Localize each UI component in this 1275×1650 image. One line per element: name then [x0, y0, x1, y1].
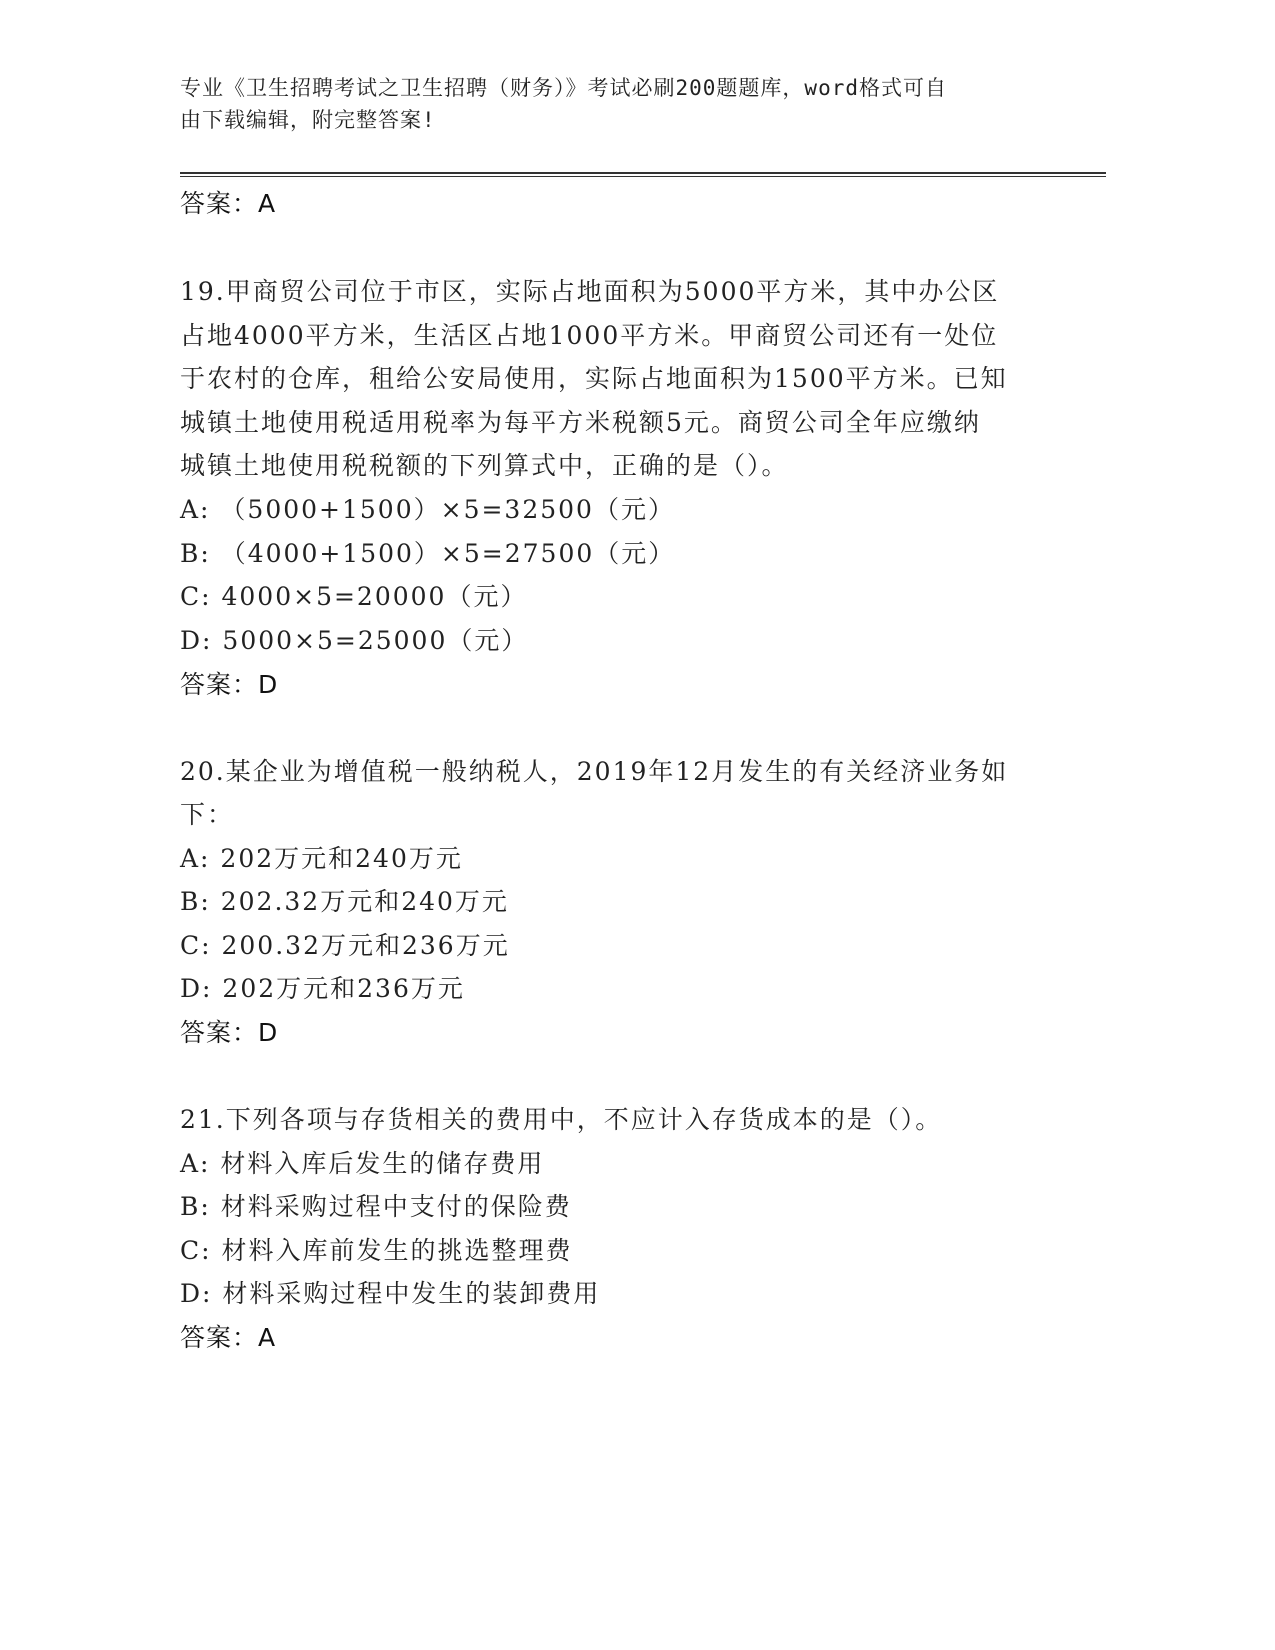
q20-option-d: D: 202万元和236万元 — [180, 974, 465, 1003]
q21-option-d: D: 材料采购过程中发生的装卸费用 — [180, 1279, 601, 1308]
q19-stem-line: 19.甲商贸公司位于市区，实际占地面积为5000平方米，其中办公区 — [180, 277, 1000, 306]
q19-option-d: D: 5000×5=25000（元） — [180, 626, 529, 655]
q19-option-a: A: （5000+1500）×5=32500（元） — [180, 495, 675, 524]
q20-option-b: B: 202.32万元和240万元 — [180, 887, 509, 916]
previous-answer: 答案：A — [180, 189, 277, 218]
q19-stem-line: 城镇土地使用税适用税率为每平方米税额5元。商贸公司全年应缴纳 — [180, 408, 981, 437]
q21-option-b: B: 材料采购过程中支付的保险费 — [180, 1192, 572, 1221]
q19-stem-line: 城镇土地使用税税额的下列算式中，正确的是（）。 — [180, 451, 789, 480]
q21-stem-line: 21.下列各项与存货相关的费用中，不应计入存货成本的是（）。 — [180, 1105, 943, 1134]
q19-option-c: C: 4000×5=20000（元） — [180, 582, 528, 611]
page-header — [180, 72, 1040, 136]
q19-answer: 答案：D — [180, 670, 279, 699]
q19-stem-line: 占地4000平方米，生活区占地1000平方米。甲商贸公司还有一处位 — [180, 321, 999, 350]
header-line-1: 专业《卫生招聘考试之卫生招聘（财务）》考试必刷200题题库，word格式可自 — [180, 76, 947, 100]
header-divider — [180, 172, 1106, 177]
q20-option-a: A: 202万元和240万元 — [180, 844, 463, 873]
q21-answer: 答案：A — [180, 1323, 277, 1352]
q19-option-b: B: （4000+1500）×5=27500（元） — [180, 539, 676, 568]
header-line-2: 由下载编辑，附完整答案! — [180, 108, 436, 132]
q20-stem-line: 20.某企业为增值税一般纳税人，2019年12月发生的有关经济业务如 — [180, 757, 1009, 786]
q19-stem-line: 于农村的仓库，租给公安局使用，实际占地面积为1500平方米。已知 — [180, 364, 1008, 393]
q20-stem-line: 下： — [180, 800, 235, 829]
q20-option-c: C: 200.32万元和236万元 — [180, 931, 510, 960]
q21-option-c: C: 材料入库前发生的挑选整理费 — [180, 1236, 573, 1265]
q21-option-a: A: 材料入库后发生的储存费用 — [180, 1149, 545, 1178]
q20-answer: 答案：D — [180, 1018, 279, 1047]
